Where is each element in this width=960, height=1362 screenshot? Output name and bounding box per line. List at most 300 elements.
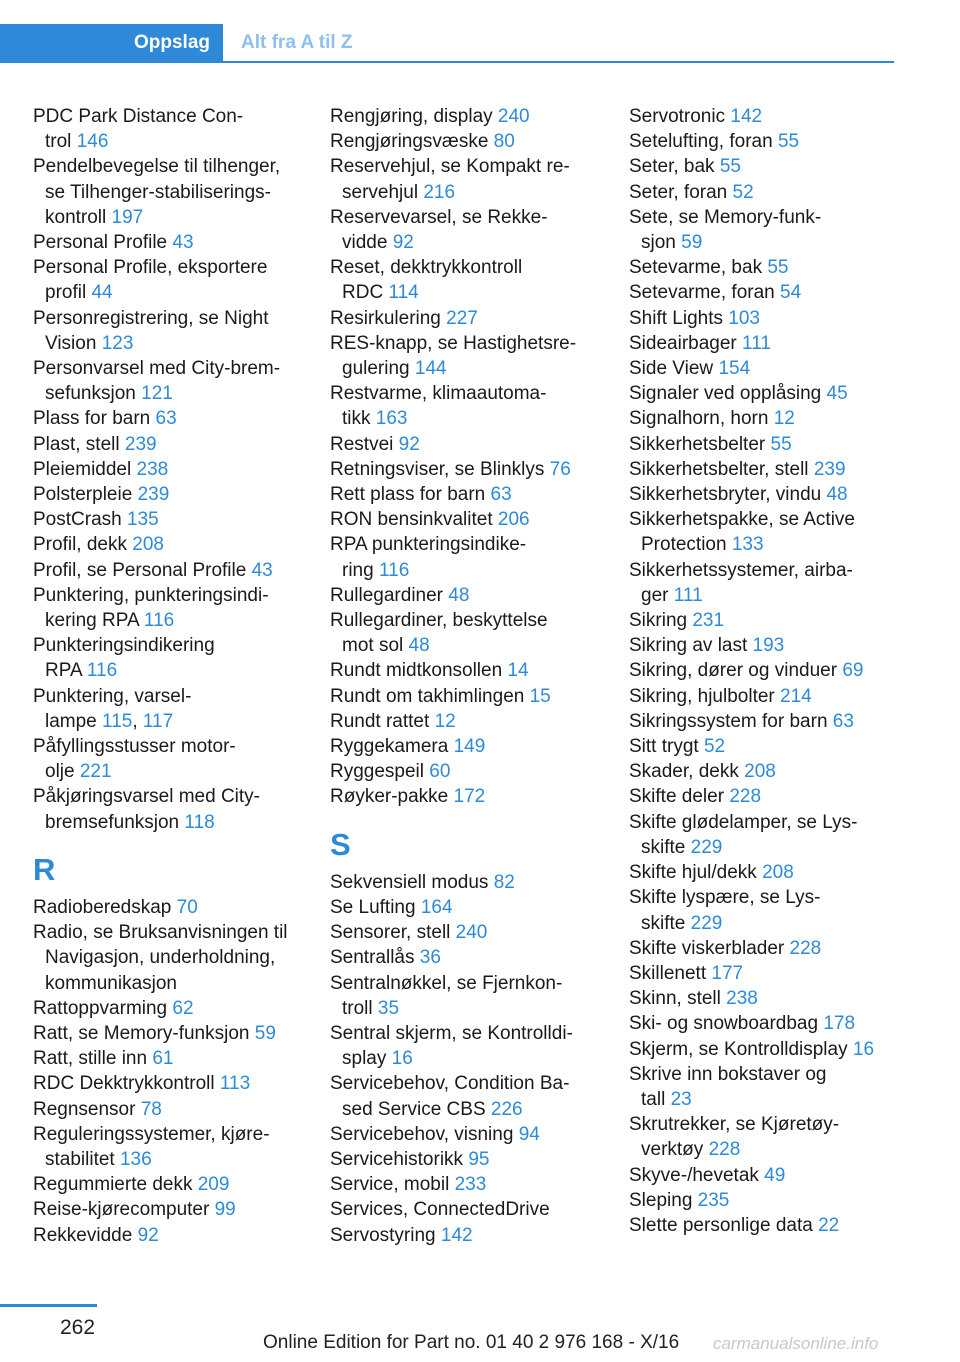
- entry-text: PostCrash: [33, 509, 127, 531]
- index-entry: [330, 205, 620, 255]
- index-entry: [629, 734, 919, 759]
- entry-text: Rekkevidde: [33, 1224, 138, 1246]
- entry-text: Signalhorn, horn: [629, 408, 774, 430]
- page-link[interactable]: 123: [101, 332, 134, 354]
- index-entry: [629, 633, 919, 658]
- index-entry: [33, 1097, 323, 1122]
- entry-text: Profil, dekk: [33, 534, 133, 556]
- page-link[interactable]: 63: [155, 408, 177, 430]
- page-link[interactable]: 43: [251, 559, 273, 581]
- page-link[interactable]: 103: [728, 307, 760, 329]
- entry-text: Shift Lights: [629, 307, 729, 329]
- entry-text: Sentrallås: [330, 947, 420, 969]
- entry-text: Servotronic: [629, 106, 731, 127]
- entry-text: kommunikasjon: [45, 972, 177, 994]
- page-link[interactable]: 133: [731, 534, 764, 556]
- page-link[interactable]: 63: [490, 484, 512, 506]
- entry-text: Personvarsel med City-brem-: [33, 358, 281, 380]
- entry-text: Sikring av last: [629, 635, 753, 657]
- entry-text: Skifte hjul/dekk: [629, 862, 763, 884]
- index-entry: [629, 457, 919, 482]
- entry-text: Seter, foran: [629, 181, 733, 203]
- entry-text: kering RPA: [45, 610, 144, 632]
- page-link[interactable]: 226: [490, 1098, 523, 1120]
- index-entry: [629, 482, 919, 507]
- page-link[interactable]: 216: [423, 181, 456, 203]
- index-entry: [330, 532, 620, 582]
- page-link[interactable]: 69: [842, 660, 864, 682]
- index-entry: [33, 1172, 323, 1197]
- tab-oppslag[interactable]: Oppslag: [121, 24, 223, 61]
- entry-text: Punktering, varsel-: [33, 685, 192, 707]
- entry-text: Rattoppvarming: [33, 997, 173, 1019]
- page-link[interactable]: 163: [375, 408, 408, 430]
- page-link[interactable]: 239: [137, 484, 170, 506]
- index-entry: [330, 684, 620, 709]
- page-link[interactable]: 62: [172, 997, 194, 1019]
- page-link[interactable]: 52: [732, 181, 754, 203]
- index-entry: [330, 1172, 620, 1197]
- entry-text: Sleping: [629, 1189, 698, 1211]
- index-entry: [330, 1147, 620, 1172]
- entry-text: sed Service CBS: [342, 1098, 491, 1120]
- index-entry: [330, 154, 620, 204]
- entry-text: profil: [45, 282, 92, 304]
- entry-text: Sikring, dører og vinduer: [629, 660, 843, 682]
- index-entry: [33, 507, 323, 532]
- entry-text: Vision: [45, 332, 102, 354]
- entry-text: Sikring, hjulbolter: [629, 685, 781, 707]
- entry-text: Profil, se Personal Profile: [33, 559, 252, 581]
- entry-text: Rullegardiner, beskyttelse: [330, 610, 548, 632]
- page-link[interactable]: 55: [719, 156, 741, 178]
- index-entry: [33, 306, 323, 356]
- index-entry: [330, 331, 620, 381]
- index-entry: [33, 784, 323, 834]
- index-entry: [33, 1197, 323, 1222]
- index-entry: [330, 759, 620, 784]
- page-link[interactable]: 118: [184, 811, 215, 833]
- page-link[interactable]: 116: [143, 610, 175, 632]
- page-link[interactable]: 49: [764, 1164, 786, 1186]
- page-link[interactable]: 233: [454, 1174, 487, 1196]
- entry-text: Restvarme, klimaautoma-: [330, 383, 547, 405]
- index-entry: [330, 870, 620, 895]
- entry-text: Se Lufting: [330, 896, 421, 918]
- page-link[interactable]: 208: [762, 862, 794, 884]
- page-link[interactable]: 197: [111, 206, 144, 228]
- entry-text: Sikkerhetsbelter: [629, 433, 771, 455]
- page-link[interactable]: 80: [493, 131, 515, 153]
- index-entry: [33, 1071, 323, 1096]
- index-entry: [330, 971, 620, 1021]
- entry-text: Regummierte dekk: [33, 1174, 198, 1196]
- page-link[interactable]: 228: [789, 937, 822, 959]
- index-entry: [330, 457, 620, 482]
- entry-text: Skader, dekk: [629, 761, 745, 783]
- index-entry: [629, 936, 919, 961]
- page-link[interactable]: 35: [377, 997, 400, 1019]
- entry-text: Sitt trygt: [629, 736, 704, 758]
- page-link[interactable]: 227: [446, 307, 478, 329]
- entry-text: Radioberedskap: [33, 896, 177, 918]
- page-link[interactable]: 14: [507, 660, 529, 682]
- entry-text: Pleiemiddel: [33, 458, 137, 480]
- index-column-3: [629, 104, 919, 1238]
- page-link[interactable]: 238: [726, 988, 758, 1010]
- entry-text: servehjul: [342, 181, 424, 203]
- page-link[interactable]: 22: [818, 1214, 840, 1236]
- index-entry: [629, 1011, 919, 1036]
- page-link[interactable]: 214: [780, 685, 812, 707]
- entry-text: RPA: [45, 660, 87, 682]
- entry-text: tikk: [342, 408, 376, 430]
- entry-text: vidde: [342, 232, 393, 254]
- entry-text: Sekvensiell modus: [330, 871, 494, 893]
- entry-text: lampe: [45, 710, 103, 732]
- entry-text: tall: [641, 1088, 671, 1110]
- page-link[interactable]: 240: [497, 106, 530, 127]
- page-link[interactable]: 142: [730, 106, 763, 127]
- index-entry: [629, 306, 919, 331]
- page-link[interactable]: 149: [453, 736, 486, 758]
- entry-text: Ratt, se Memory-funksjon: [33, 1022, 255, 1044]
- entry-text: Setelufting, foran: [629, 131, 778, 153]
- entry-text: Reguleringssystemer, kjøre-: [33, 1123, 270, 1145]
- index-entry: [33, 684, 323, 734]
- index-entry: [33, 457, 323, 482]
- entry-text: PDC Park Distance Con-: [33, 106, 244, 127]
- page-link[interactable]: 48: [408, 635, 430, 657]
- index-entry: [330, 895, 620, 920]
- entry-text: Ratt, stille inn: [33, 1048, 153, 1070]
- index-entry: [330, 507, 620, 532]
- entry-text: ring: [342, 559, 379, 581]
- page-link[interactable]: 136: [119, 1148, 152, 1170]
- page-link[interactable]: 36: [419, 947, 441, 969]
- page-link[interactable]: 55: [767, 257, 789, 279]
- index-entry: [33, 1122, 323, 1172]
- entry-text: RON bensinkvalitet: [330, 509, 498, 531]
- entry-text: Reservevarsel, se Rekke-: [330, 206, 548, 228]
- page-link[interactable]: 55: [777, 131, 800, 153]
- entry-text: verktøy: [641, 1139, 709, 1161]
- entry-text: Skinn, stell: [629, 988, 727, 1010]
- page-link[interactable]: 178: [823, 1013, 856, 1035]
- index-column-2: [330, 104, 620, 1248]
- entry-text: Punktering, punkteringsindi-: [33, 584, 269, 606]
- index-entry: [629, 255, 919, 280]
- page-link[interactable]: 92: [398, 433, 420, 455]
- page-link[interactable]: 228: [708, 1139, 741, 1161]
- page-number: 262: [60, 1316, 96, 1339]
- index-entry: [330, 1122, 620, 1147]
- index-entry: [33, 432, 323, 457]
- page-link[interactable]: 76: [549, 458, 571, 480]
- page-link[interactable]: 221: [79, 761, 112, 783]
- page-link[interactable]: 63: [832, 710, 854, 732]
- entry-text: Skifte deler: [629, 786, 730, 808]
- entry-text: Skyve-/hevetak: [629, 1164, 765, 1186]
- index-entry: [629, 154, 919, 179]
- page-link[interactable]: 95: [468, 1148, 490, 1170]
- entry-text: Påkjøringsvarsel med City-: [33, 786, 260, 808]
- index-entry: [330, 381, 620, 431]
- entry-text: Personal Profile: [33, 232, 173, 254]
- index-entry: [33, 996, 323, 1021]
- index-entry: [629, 1112, 919, 1162]
- entry-text: Rengjøring, display: [330, 106, 498, 127]
- page-link[interactable]: 121: [141, 383, 173, 405]
- entry-text: Signaler ved opplåsing: [629, 383, 827, 405]
- index-entry: [629, 507, 919, 557]
- entry-text: Servostyring: [330, 1224, 441, 1246]
- index-entry: [33, 895, 323, 920]
- entry-text: Regnsensor: [33, 1098, 141, 1120]
- index-entry: [33, 406, 323, 431]
- page-link[interactable]: 117: [142, 710, 174, 732]
- index-entry: [33, 356, 323, 406]
- index-entry: [629, 432, 919, 457]
- chapter-tab-bar: [0, 24, 894, 63]
- entry-text: Plass for barn: [33, 408, 156, 430]
- entry-text: Røyker-pakke: [330, 786, 454, 808]
- entry-text: Servicebehov, Condition Ba-: [330, 1073, 570, 1095]
- page-link[interactable]: 164: [420, 896, 453, 918]
- edition-footer: Online Edition for Part no. 01 40 2 976 168 - X/16: [263, 1332, 680, 1353]
- index-entry: [33, 230, 323, 255]
- index-entry: [330, 583, 620, 608]
- index-entry: [330, 945, 620, 970]
- page-link[interactable]: 154: [718, 358, 751, 380]
- entry-text: Punkteringsindikering: [33, 635, 215, 657]
- page-link[interactable]: 209: [197, 1174, 230, 1196]
- index-entry: [629, 684, 919, 709]
- page-link[interactable]: 113: [219, 1073, 251, 1095]
- page-link[interactable]: 23: [670, 1088, 692, 1110]
- page-link[interactable]: 111: [742, 332, 771, 354]
- page-link[interactable]: 43: [172, 232, 194, 254]
- index-entry: [33, 1021, 323, 1046]
- index-entry: [33, 532, 323, 557]
- entry-text: Sikring: [629, 610, 693, 632]
- page-link[interactable]: 12: [434, 710, 456, 732]
- entry-text: Skifte glødelamper, se Lys-: [629, 811, 858, 833]
- index-entry: [330, 129, 620, 154]
- entry-text: Setevarme, bak: [629, 257, 768, 279]
- index-entry: [33, 734, 323, 784]
- page-separator: ,: [132, 710, 143, 732]
- page-link[interactable]: 59: [681, 232, 703, 254]
- page-link[interactable]: 208: [132, 534, 164, 556]
- entry-text: Påfyllingsstusser motor-: [33, 736, 236, 758]
- page-link[interactable]: 193: [752, 635, 785, 657]
- entry-text: Skillenett: [629, 962, 712, 984]
- entry-text: RPA punkteringsindike-: [330, 534, 527, 556]
- page-link[interactable]: 82: [493, 871, 515, 893]
- section-letter: R: [33, 851, 56, 887]
- page-link[interactable]: 16: [852, 1038, 875, 1060]
- page-link[interactable]: 231: [692, 610, 725, 632]
- page-link[interactable]: 229: [690, 912, 723, 934]
- index-entry: [33, 154, 323, 230]
- entry-text: Sikkerhetspakke, se Active: [629, 509, 855, 531]
- entry-text: troll: [342, 997, 378, 1019]
- page-link[interactable]: 208: [744, 761, 776, 783]
- page-link[interactable]: 229: [690, 836, 723, 858]
- entry-text: Sikkerhetsbryter, vindu: [629, 484, 827, 506]
- page-link[interactable]: 60: [429, 761, 451, 783]
- entry-text: RDC: [342, 282, 389, 304]
- entry-text: skifte: [641, 912, 691, 934]
- page-link[interactable]: 115: [102, 710, 133, 732]
- page-link[interactable]: 172: [453, 786, 486, 808]
- entry-text: olje: [45, 761, 80, 783]
- page-link[interactable]: 15: [529, 685, 551, 707]
- page-link[interactable]: 239: [124, 433, 157, 455]
- entry-text: Sete, se Memory-funk-: [629, 206, 822, 228]
- page-link[interactable]: 135: [126, 509, 159, 531]
- entry-text: Servicehistorikk: [330, 1148, 469, 1170]
- page-link[interactable]: 16: [391, 1048, 413, 1070]
- entry-text: Polsterpleie: [33, 484, 138, 506]
- page-link[interactable]: 78: [140, 1098, 162, 1120]
- index-entry: [330, 255, 620, 305]
- entry-text: Sentral skjerm, se Kontrolldi-: [330, 1022, 573, 1044]
- index-entry: [33, 558, 323, 583]
- entry-text: ger: [641, 584, 674, 606]
- entry-text: Sikkerhetssystemer, airba-: [629, 559, 853, 581]
- index-entry: [629, 986, 919, 1011]
- page-link[interactable]: 177: [711, 962, 744, 984]
- entry-text: bremsefunksjon: [45, 811, 185, 833]
- entry-text: Skifte lyspære, se Lys-: [629, 887, 821, 909]
- index-entry: [33, 583, 323, 633]
- page-link[interactable]: 238: [136, 458, 169, 480]
- index-entry: [330, 784, 620, 809]
- index-entry: [33, 255, 323, 305]
- page-link[interactable]: 146: [76, 131, 109, 153]
- page-link[interactable]: 52: [703, 736, 726, 758]
- entry-text: RES-knapp, se Hastighetsre-: [330, 332, 577, 354]
- page-link[interactable]: 116: [86, 660, 118, 682]
- index-entry: [629, 381, 919, 406]
- page-link[interactable]: 55: [770, 433, 792, 455]
- entry-text: Servicebehov, visning: [330, 1123, 519, 1145]
- index-entry: [33, 633, 323, 683]
- page-link[interactable]: 48: [448, 584, 470, 606]
- page-link[interactable]: 99: [214, 1199, 236, 1221]
- page-link[interactable]: 239: [813, 458, 846, 480]
- entry-text: Ryggespeil: [330, 761, 430, 783]
- entry-text: Reise-kjørecomputer: [33, 1199, 215, 1221]
- page-link[interactable]: 54: [780, 282, 802, 304]
- index-entry: [330, 1223, 620, 1248]
- index-entry: [330, 709, 620, 734]
- entry-text: Sentralnøkkel, se Fjernkon-: [330, 972, 563, 994]
- entry-text: Resirkulering: [330, 307, 447, 329]
- index-entry: [629, 608, 919, 633]
- page-link[interactable]: 92: [392, 232, 414, 254]
- entry-text: Services, ConnectedDrive: [330, 1199, 550, 1221]
- entry-text: RDC Dekktrykkontroll: [33, 1073, 220, 1095]
- index-entry: [629, 658, 919, 683]
- page-link[interactable]: 61: [152, 1048, 174, 1070]
- index-entry: [330, 608, 620, 658]
- entry-text: mot sol: [342, 635, 409, 657]
- page-link[interactable]: 44: [91, 282, 113, 304]
- entry-text: trol: [45, 131, 77, 153]
- tab-alt-fra-a-til-z[interactable]: Alt fra A til Z: [241, 32, 353, 53]
- entry-text: Skjerm, se Kontrolldisplay: [629, 1038, 853, 1060]
- index-entry: [629, 784, 919, 809]
- page-link[interactable]: 48: [826, 484, 848, 506]
- entry-text: Plast, stell: [33, 433, 125, 455]
- page-link[interactable]: 235: [697, 1189, 730, 1211]
- section-letter: S: [330, 826, 351, 862]
- entry-text: Restvei: [330, 433, 399, 455]
- index-entry: [629, 129, 919, 154]
- index-entry: [629, 961, 919, 986]
- index-entry: [330, 1071, 620, 1121]
- footer-rule: [0, 1304, 97, 1307]
- entry-text: Retningsviser, se Blinklys: [330, 458, 550, 480]
- entry-text: gulering: [342, 358, 415, 380]
- index-entry: [629, 1188, 919, 1213]
- entry-text: Sikringssystem for barn: [629, 710, 833, 732]
- index-entry: [330, 306, 620, 331]
- tab-bar-accent: [0, 24, 121, 61]
- page-link[interactable]: 144: [414, 358, 447, 380]
- entry-text: Seter, bak: [629, 156, 720, 178]
- entry-text: Reservehjul, se Kompakt re-: [330, 156, 570, 178]
- index-entry: [629, 331, 919, 356]
- entry-text: Reset, dekktrykkontroll: [330, 257, 523, 279]
- page-link[interactable]: 240: [455, 922, 488, 944]
- page-link[interactable]: 70: [176, 896, 198, 918]
- index-entry: [629, 1163, 919, 1188]
- entry-text: Rundt midtkonsollen: [330, 660, 508, 682]
- page-link[interactable]: 114: [388, 282, 419, 304]
- page-link[interactable]: 12: [773, 408, 795, 430]
- index-entry: [629, 709, 919, 734]
- entry-text: Slette personlige data: [629, 1214, 819, 1236]
- page-link[interactable]: 228: [729, 786, 762, 808]
- entry-text: Side View: [629, 358, 719, 380]
- entry-text: Skrive inn bokstaver og: [629, 1063, 827, 1085]
- page-link[interactable]: 142: [440, 1224, 473, 1246]
- page-link[interactable]: 45: [826, 383, 848, 405]
- index-entry: [629, 1037, 919, 1062]
- index-entry: [629, 406, 919, 431]
- entry-text: Ski- og snowboardbag: [629, 1013, 824, 1035]
- page-link[interactable]: 92: [137, 1224, 159, 1246]
- entry-text: skifte: [641, 836, 691, 858]
- page-link[interactable]: 59: [254, 1022, 276, 1044]
- entry-text: se Tilhenger-stabiliserings-: [45, 181, 271, 203]
- index-entry: [629, 280, 919, 305]
- page-link[interactable]: 116: [378, 559, 410, 581]
- page-link[interactable]: 206: [497, 509, 530, 531]
- entry-text: Ryggekamera: [330, 736, 454, 758]
- entry-text: Rett plass for barn: [330, 484, 491, 506]
- entry-text: Setevarme, foran: [629, 282, 781, 304]
- page-link[interactable]: 111: [673, 584, 703, 606]
- entry-text: Service, mobil: [330, 1174, 455, 1196]
- page-link[interactable]: 94: [518, 1123, 540, 1145]
- index-entry: [629, 558, 919, 608]
- index-entry: [629, 759, 919, 784]
